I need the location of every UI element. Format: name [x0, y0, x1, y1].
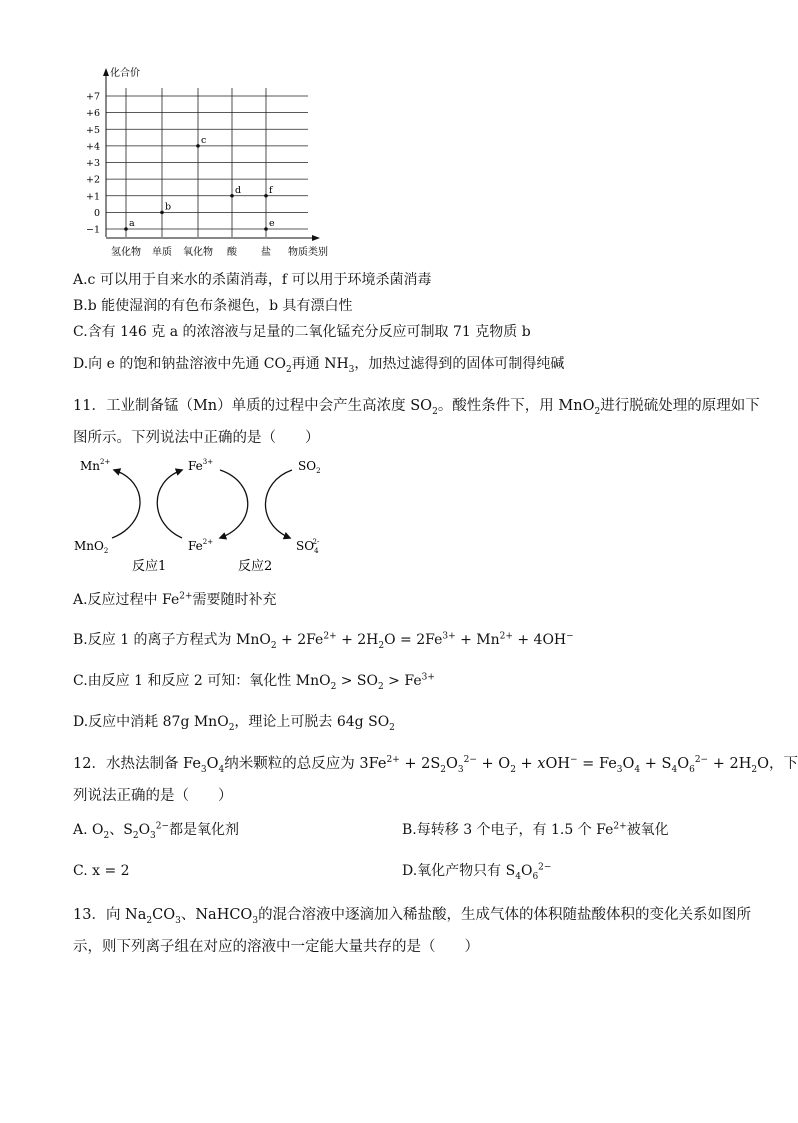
- q11-option-a: A.反应过程中 $Fe^{2+}$需要随时补充: [73, 591, 277, 608]
- valence-chart: [70, 62, 340, 262]
- y-tick-label: −1: [85, 224, 100, 236]
- y-tick-label: +2: [85, 174, 100, 186]
- q11-option-d: D.反应中消耗 87g MnO$_2$，理论上可脱去 64g $SO_2$: [73, 714, 395, 733]
- q12-stem-line2: 列说法正确的是（ ）: [73, 788, 233, 804]
- q11-stem-line1: 11．工业制备锰（Mn）单质的过程中会产生高浓度 $SO_2$。酸性条件下，用 MnO$_2$进行脱硫处理的原理如下: [73, 398, 760, 417]
- q10-option-b: B.b 能使湿润的有色布条褪色，b 具有漂白性: [73, 298, 353, 314]
- y-tick-label: +6: [85, 108, 100, 120]
- q11-stem-line2: 图所示。下列说法中正确的是（ ）: [73, 430, 320, 446]
- q12-option-c: C. x = 2: [73, 863, 130, 879]
- q11-option-b: B.反应 1 的离子方程式为 $MnO_2 + 2Fe^{2+} + 2H_2O = 2Fe^{3+} + Mn^{2+} + 4OH^-$: [73, 631, 574, 651]
- arrow-mno2-to-mn2: [112, 470, 140, 538]
- q12-stem-line1: 12．水热法制备 $Fe_3O_4$纳米颗粒的总反应为 $3Fe^{2+} + 2S_2O_3^{2-} + O_2 + xOH^- = Fe_3O_4 + S_4O_6^{2-} + 2H_2O$，下: [73, 755, 798, 775]
- x-axis-arrow: [312, 235, 320, 241]
- y-tick-label: +1: [85, 191, 100, 203]
- label-reaction-2: 反应2: [238, 559, 273, 574]
- x-category-label: 酸: [227, 247, 237, 258]
- q12-option-d: D.氧化产物只有 $S_4O_6^{2-}$: [402, 862, 552, 882]
- q10-option-c: C.含有 146 克 a 的浓溶液与足量的二氧化锰充分反应可制取 71 克物质 b: [73, 324, 531, 340]
- label-mn2: $Mn^{2+}$: [80, 458, 111, 473]
- label-so2: $SO_2$: [298, 459, 321, 475]
- q12-option-a: A. $O_2$、$S_2O_3^{2-}$都是氧化剂: [73, 821, 240, 841]
- q13-stem-line1: 13．向 $Na_2CO_3$、NaHCO$_3$的混合溶液中逐滴加入稀盐酸，生成气体的体积随盐酸体积的变化关系如图所: [73, 907, 752, 926]
- data-point-f: [264, 194, 268, 198]
- q10-option-d: D.向 e 的饱和钠盐溶液中先通 $CO_2$再通 $NH_3$，加热过滤得到的固体可制得纯碱: [73, 356, 565, 375]
- arrow-fe2-to-fe3: [157, 470, 182, 538]
- label-reaction-1: 反应1: [132, 559, 167, 574]
- x-category-label: 氢化物: [111, 247, 141, 258]
- data-point-label-a: a: [129, 218, 135, 229]
- data-point-b: [160, 211, 164, 215]
- label-so4: $SO_42-$: [296, 538, 320, 555]
- q13-stem-line2: 示，则下列离子组在对应的溶液中一定能大量共存的是（ ）: [73, 939, 479, 955]
- y-tick-label: +7: [85, 91, 100, 103]
- y-tick-label: 0: [93, 207, 100, 219]
- y-axis-label: 化合价: [110, 68, 140, 79]
- q12-option-b: B.每转移 3 个电子，有 1.5 个 $Fe^{2+}$被氧化: [402, 821, 669, 838]
- data-point-e: [264, 227, 268, 231]
- data-point-label-e: e: [269, 218, 275, 229]
- q11-cycle-diagram: [70, 452, 340, 577]
- y-axis-arrow: [103, 68, 109, 76]
- data-point-d: [230, 194, 234, 198]
- x-category-label: 盐: [261, 247, 271, 258]
- arrow-fe3-to-fe2: [220, 470, 248, 538]
- data-point-label-b: b: [165, 201, 172, 213]
- label-fe3: $Fe^{3+}$: [188, 458, 214, 473]
- label-mno2: MnO$_2$: [74, 539, 109, 555]
- data-point-label-c: c: [201, 134, 207, 146]
- y-tick-label: +5: [85, 124, 100, 136]
- arrow-so2-to-so4: [265, 470, 292, 538]
- label-fe2: $Fe^{2+}$: [188, 538, 214, 553]
- y-tick-label: +3: [85, 158, 100, 169]
- data-point-label-d: d: [235, 184, 242, 196]
- data-point-c: [196, 144, 200, 148]
- data-point-a: [124, 227, 128, 231]
- q11-option-c: C.由反应 1 和反应 2 可知：氧化性 $MnO_2 > SO_2 > Fe^{3+}$: [73, 672, 435, 692]
- x-axis-label: 物质类别: [288, 247, 328, 258]
- x-category-label: 氧化物: [183, 247, 213, 258]
- q10-option-a: A.c 可以用于自来水的杀菌消毒，f 可以用于环境杀菌消毒: [73, 272, 432, 288]
- x-category-label: 单质: [152, 247, 172, 258]
- y-tick-label: +4: [85, 141, 100, 153]
- data-point-label-f: f: [269, 184, 273, 196]
